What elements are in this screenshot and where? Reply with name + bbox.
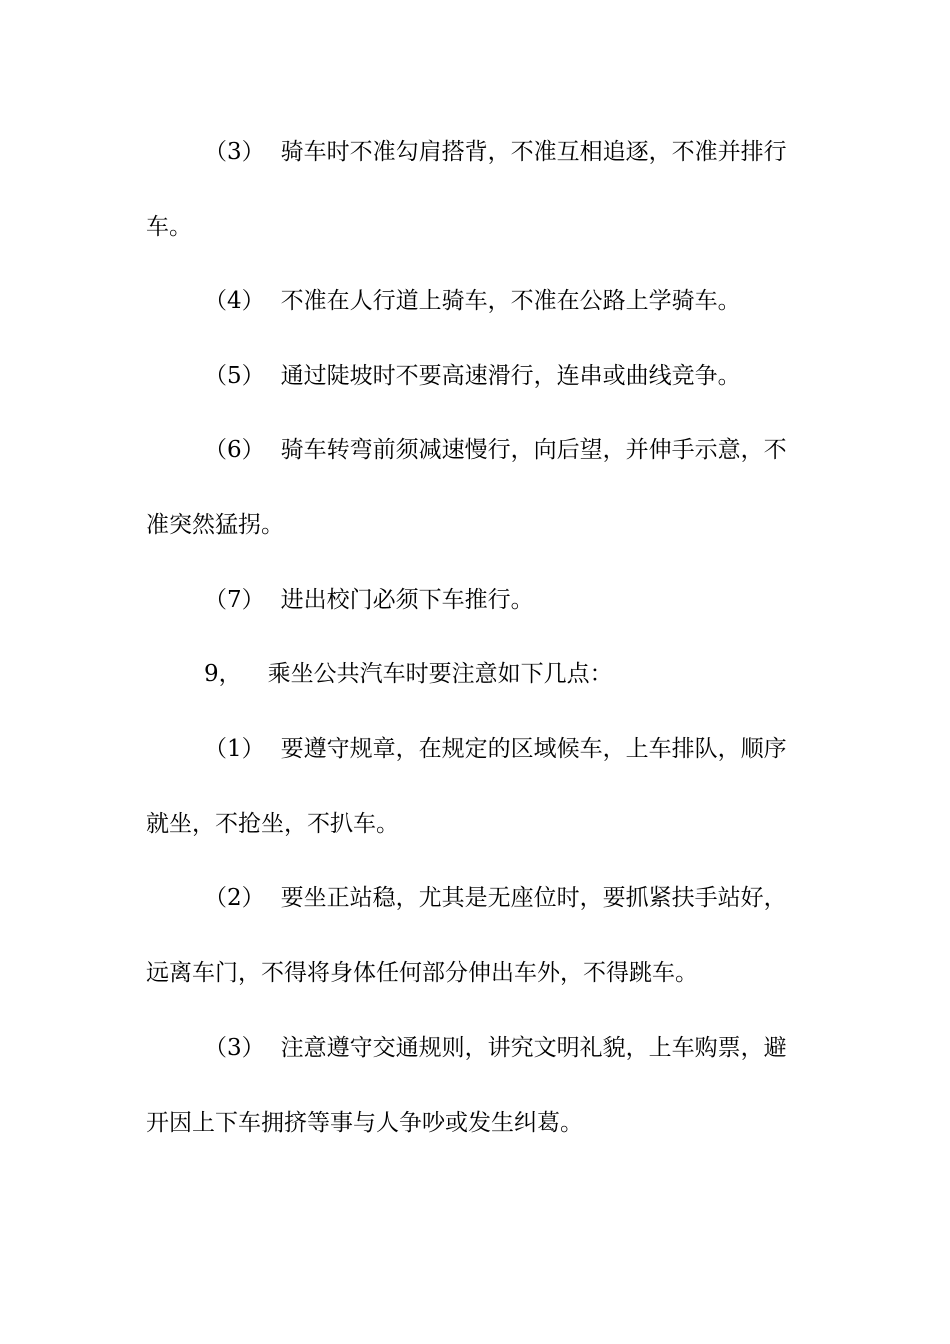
- paragraph-text: 通过陡坡时不要高速滑行，连串或曲线竞争。: [280, 363, 741, 389]
- paragraph-text: 不准在人行道上骑车，不准在公路上学骑车。: [280, 288, 741, 314]
- paragraph-bus-2-line-1: [146, 883, 874, 913]
- paragraph-bus-2-line-2: 远离车门，不得将身体任何部分伸出车外，不得跳车。: [146, 960, 698, 986]
- paragraph-6-line-2: 准突然猛拐。: [146, 512, 284, 538]
- paragraph-number: （1）: [204, 736, 265, 762]
- paragraph-text: 注意遵守交通规则，讲究文明礼貌，上车购票，避: [280, 1035, 787, 1061]
- paragraph-number: （7）: [204, 587, 265, 613]
- paragraph-4: [146, 286, 874, 316]
- paragraph-number: （2）: [204, 885, 265, 911]
- paragraph-number: （6）: [204, 437, 265, 463]
- paragraph-number: （3）: [204, 1035, 265, 1061]
- paragraph-bus-1-line-2: 就坐，不抢坐，不扒车。: [146, 811, 399, 837]
- paragraph-3-line-1: [146, 137, 874, 167]
- paragraph-5: [146, 361, 874, 391]
- section-number: 9，: [204, 661, 242, 687]
- section-text: 乘坐公共汽车时要注意如下几点：: [267, 661, 613, 687]
- paragraph-text: 进出校门必须下车推行。: [280, 587, 534, 613]
- paragraph-text: 要坐正站稳，尤其是无座位时，要抓紧扶手站好，: [280, 885, 787, 911]
- section-9-heading: [146, 659, 874, 689]
- paragraph-number: （5）: [204, 363, 265, 389]
- paragraph-7: [146, 585, 874, 615]
- paragraph-bus-3-line-1: [146, 1033, 874, 1063]
- paragraph-text: 要遵守规章，在规定的区域候车，上车排队，顺序: [280, 736, 787, 762]
- paragraph-number: （4）: [204, 288, 265, 314]
- paragraph-text: 骑车时不准勾肩搭背，不准互相追逐，不准并排行: [280, 139, 787, 165]
- paragraph-6-line-1: [146, 435, 874, 465]
- paragraph-3-line-2: 车。: [146, 214, 192, 240]
- paragraph-bus-3-line-2: 开因上下车拥挤等事与人争吵或发生纠葛。: [146, 1110, 583, 1136]
- paragraph-bus-1-line-1: [146, 734, 874, 764]
- paragraph-text: 骑车转弯前须减速慢行，向后望，并伸手示意，不: [280, 437, 787, 463]
- paragraph-number: （3）: [204, 139, 265, 165]
